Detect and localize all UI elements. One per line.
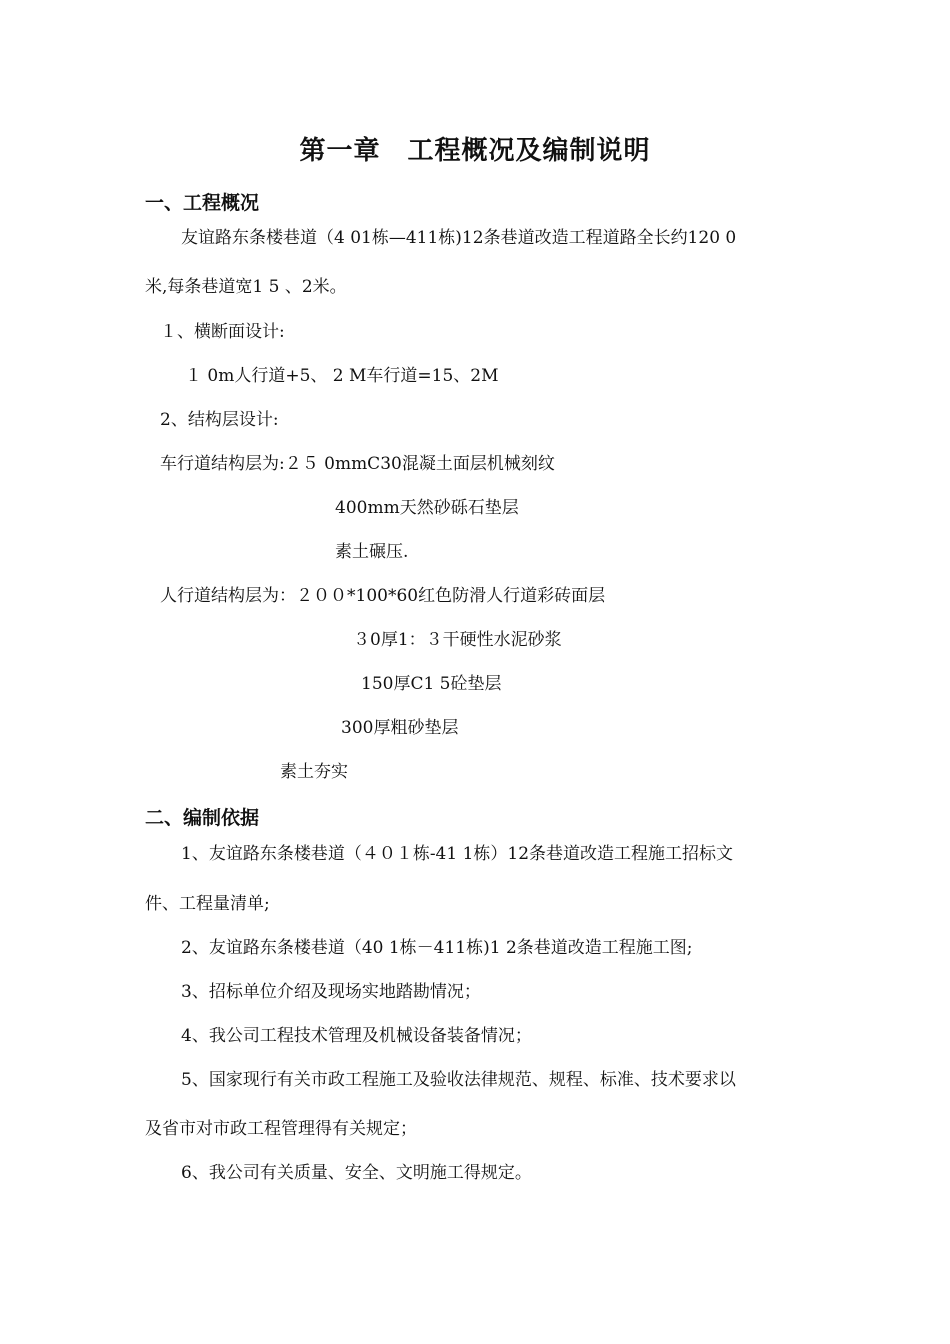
basis-item-5-line-2: 及省市对市政工程管理得有关规定；: [145, 1119, 417, 1139]
basis-item-3: 3、招标单位介绍及现场实地踏勘情况；: [181, 982, 481, 1002]
basis-item-2: 2、友谊路东条楼巷道（40 1栋－411栋)1 2条巷道改造工程施工图;: [181, 938, 693, 958]
section-heading-overview: 一、工程概况: [145, 192, 260, 214]
basis-item-5-line-1: 5、国家现行有关市政工程施工及验收法律规范、规程、标准、技术要求以: [181, 1070, 736, 1090]
sidewalk-structure-line-1: 人行道结构层为：２００*100*60红色防滑人行道彩砖面层: [160, 586, 606, 606]
roadway-structure-line-3: 素土碾压.: [335, 542, 409, 562]
basis-item-4: 4、我公司工程技术管理及机械设备装备情况；: [181, 1026, 532, 1046]
structure-layer-design-title: 2、结构层设计:: [160, 410, 279, 430]
basis-item-1-line-1: 1、友谊路东条楼巷道（４０１栋-41 1栋）12条巷道改造工程施工招标文: [181, 844, 734, 864]
cross-section-design-text: １ 0m人行道+5、 2 M车行道=15、2M: [185, 366, 499, 386]
basis-item-1-line-2: 件、工程量清单;: [145, 894, 270, 914]
overview-paragraph-line-1: 友谊路东条楼巷道（4 01栋—411栋)12条巷道改造工程道路全长约120 0: [181, 228, 737, 248]
sidewalk-structure-line-2: ３0厚1：３干硬性水泥砂浆: [353, 630, 562, 650]
sidewalk-structure-line-4: 300厚粗砂垫层: [341, 718, 459, 738]
sidewalk-structure-line-5: 素土夯实: [280, 762, 348, 782]
basis-item-6: 6、我公司有关质量、安全、文明施工得规定。: [181, 1163, 532, 1183]
sidewalk-structure-line-3: 150厚C1 5砼垫层: [361, 674, 502, 694]
roadway-structure-line-1: 车行道结构层为:２５ 0mmC30混凝土面层机械刻纹: [160, 454, 555, 474]
overview-paragraph-line-2: 米,每条巷道宽1 5 、2米。: [145, 277, 347, 297]
cross-section-design-title: １、横断面设计:: [160, 322, 285, 342]
section-heading-basis: 二、编制依据: [145, 807, 260, 829]
chapter-title: 第一章 工程概况及编制说明: [299, 136, 651, 166]
roadway-structure-line-2: 400mm天然砂砾石垫层: [335, 498, 519, 518]
